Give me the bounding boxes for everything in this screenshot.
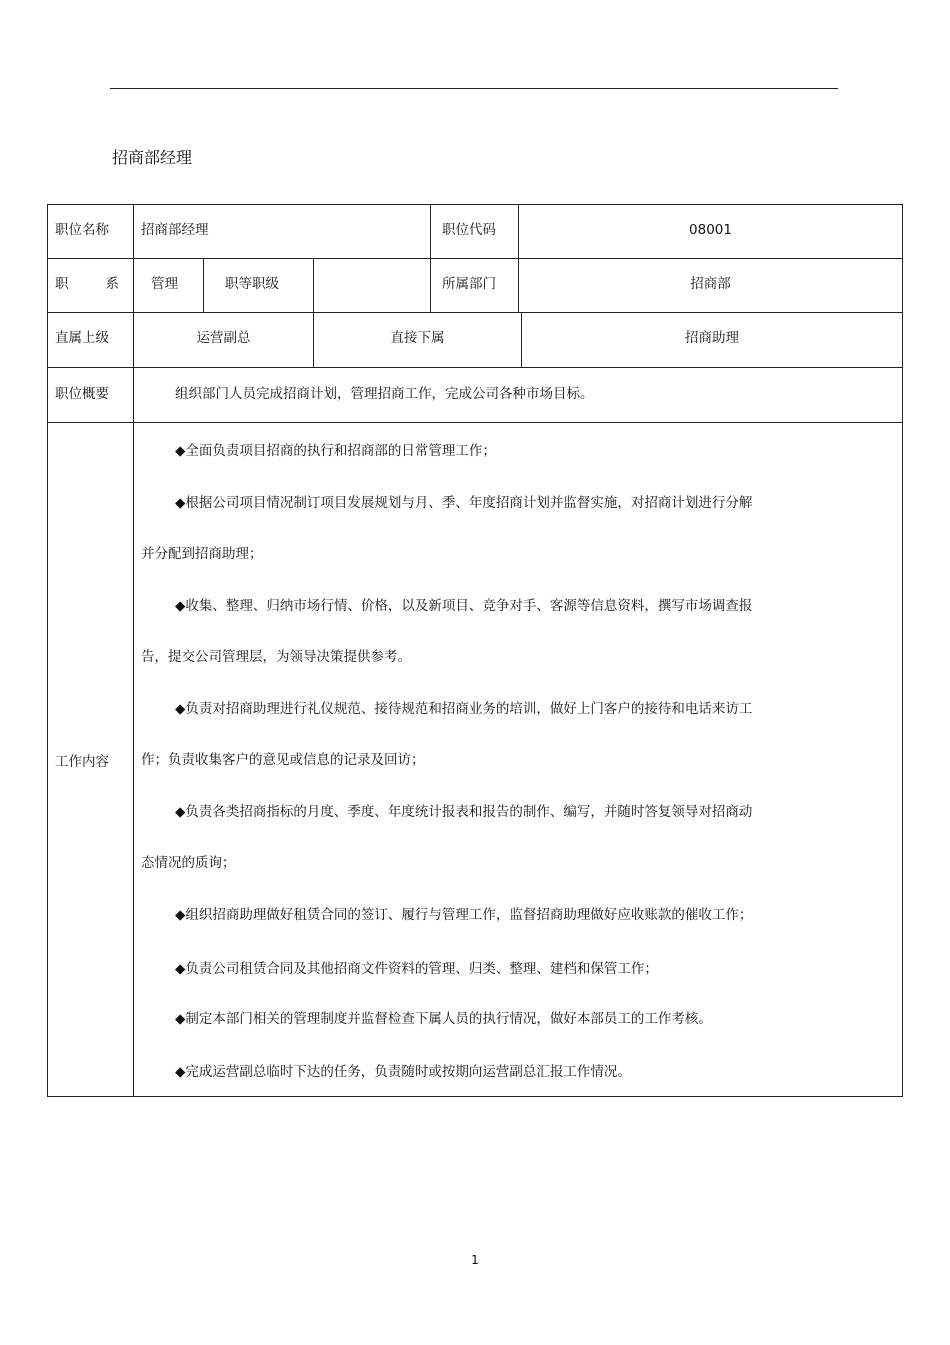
table-border-top [47,204,903,205]
duty-line: 作；负责收集客户的意见或信息的记录及回访； [141,752,425,768]
job-duties-label: 工作内容 [55,754,109,770]
position-summary-text: 组织部门人员完成招商计划，管理招商工作，完成公司各种市场目标。 [175,386,594,402]
duty-line: ◆负责公司租赁合同及其他招商文件资料的管理、归类、整理、建档和保管工作； [175,961,658,977]
duty-line: 态情况的质询； [141,855,236,871]
page-number: 1 [471,1253,479,1267]
table-border-left [47,204,48,1097]
duty-line: 告，提交公司管理层，为领导决策提供参考。 [141,649,411,665]
direct-subordinate-label: 直接下属 [390,330,445,346]
table-border-right [902,204,903,1097]
position-name-label: 职位名称 [55,222,109,238]
position-code-label: 职位代码 [442,222,496,238]
column-divider [203,258,204,313]
page-title: 招商部经理 [112,148,193,167]
duty-line: ◆全面负责项目招商的执行和招商部的日常管理工作； [175,443,496,459]
duty-line: ◆收集、整理、归纳市场行情、价格，以及新项目、竞争对手、客源等信息资料，撰写市场调查报 [175,598,753,614]
position-name-value: 招商部经理 [141,222,209,238]
position-code-value: 08001 [689,222,732,238]
row-divider [47,367,903,368]
job-series-label-left: 职 [55,276,69,292]
duty-line: ◆制定本部门相关的管理制度并监督检查下属人员的执行情况，做好本部员工的工作考核。 [175,1011,712,1027]
row-divider [47,258,903,259]
direct-superior-label: 直属上级 [55,330,109,346]
job-series-label [55,274,119,294]
duty-line: ◆负责对招商助理进行礼仪规范、接待规范和招商业务的培训，做好上门客户的接待和电话来访工 [175,701,753,717]
table-border-bottom [47,1096,903,1097]
department-label: 所属部门 [442,276,496,292]
duty-line: ◆负责各类招商指标的月度、季度、年度统计报表和报告的制作、编写，并随时答复领导对招商动 [175,804,753,820]
department-value: 招商部 [690,276,731,292]
job-series-value: 管理 [151,276,178,292]
duty-line: ◆组织招商助理做好租赁合同的签订、履行与管理工作，监督招商助理做好应收账款的催收工作； [175,907,753,923]
duty-line: 并分配到招商助理； [141,546,263,562]
duty-line: ◆完成运营副总临时下达的任务，负责随时或按期向运营副总汇报工作情况。 [175,1064,631,1080]
column-divider [430,204,431,259]
column-divider [430,258,431,313]
row-divider [47,422,903,423]
row-divider [47,312,903,313]
column-divider [313,258,314,313]
position-summary-label: 职位概要 [55,386,109,402]
duty-line: ◆根据公司项目情况制订项目发展规划与月、季、年度招商计划并监督实施，对招商计划进行分解 [175,495,753,511]
job-series-label-right: 系 [105,276,119,292]
direct-subordinate-value: 招商助理 [685,330,739,346]
job-grade-label: 职等职级 [225,276,279,292]
direct-superior-value: 运营副总 [196,330,251,346]
